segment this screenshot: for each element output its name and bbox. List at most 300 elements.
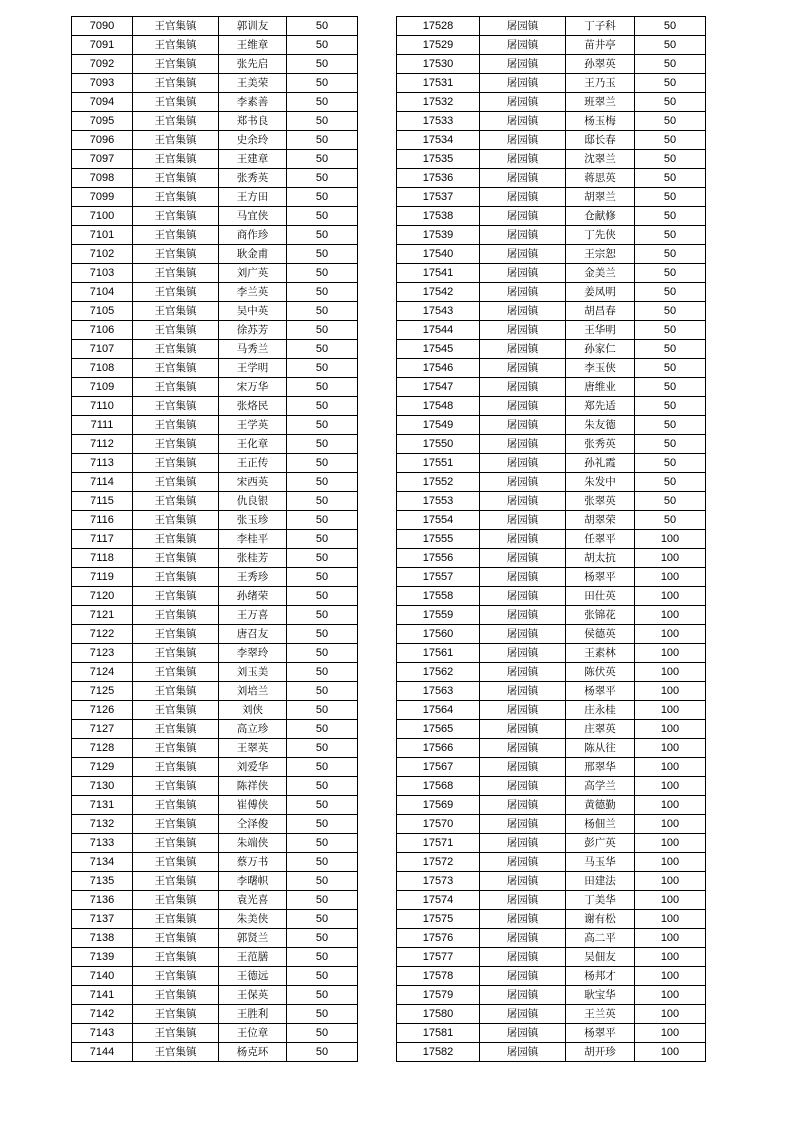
amount-cell: 100: [635, 834, 706, 853]
table-row: [397, 796, 706, 815]
amount-cell: 50: [287, 74, 358, 93]
person-name-cell: 苗井亭: [566, 36, 635, 55]
amount-cell: 100: [635, 967, 706, 986]
amount-cell: 50: [287, 758, 358, 777]
table-row: [72, 1005, 358, 1024]
person-name-cell: 田仕英: [566, 587, 635, 606]
town-name-cell: 屠园镇: [480, 283, 566, 302]
row-number-cell: 17550: [397, 435, 480, 454]
town-name-cell: 屠园镇: [480, 511, 566, 530]
amount-cell: 50: [635, 36, 706, 55]
table-row: [397, 169, 706, 188]
row-number-cell: 17552: [397, 473, 480, 492]
table-row: [397, 910, 706, 929]
town-name-cell: 王官集镇: [133, 397, 219, 416]
amount-cell: 50: [287, 796, 358, 815]
town-name-cell: 王官集镇: [133, 226, 219, 245]
town-name-cell: 屠园镇: [480, 815, 566, 834]
person-name-cell: 孙绪荣: [219, 587, 287, 606]
person-name-cell: 崔傅侠: [219, 796, 287, 815]
town-name-cell: 王官集镇: [133, 321, 219, 340]
table-row: [72, 910, 358, 929]
person-name-cell: 王正传: [219, 454, 287, 473]
town-name-cell: 屠园镇: [480, 302, 566, 321]
table-row: [397, 758, 706, 777]
person-name-cell: 王保英: [219, 986, 287, 1005]
town-name-cell: 屠园镇: [480, 606, 566, 625]
amount-cell: 50: [287, 245, 358, 264]
row-number-cell: 7109: [72, 378, 133, 397]
row-number-cell: 7100: [72, 207, 133, 226]
person-name-cell: 陈祥侠: [219, 777, 287, 796]
amount-cell: 50: [287, 473, 358, 492]
person-name-cell: 吴佃友: [566, 948, 635, 967]
town-name-cell: 王官集镇: [133, 872, 219, 891]
town-name-cell: 王官集镇: [133, 777, 219, 796]
row-number-cell: 17549: [397, 416, 480, 435]
table-row: [397, 1024, 706, 1043]
table-row: [397, 663, 706, 682]
table-row: [397, 55, 706, 74]
town-name-cell: 王官集镇: [133, 435, 219, 454]
row-number-cell: 17529: [397, 36, 480, 55]
row-number-cell: 7119: [72, 568, 133, 587]
person-name-cell: 蒋思英: [566, 169, 635, 188]
row-number-cell: 7097: [72, 150, 133, 169]
row-number-cell: 17571: [397, 834, 480, 853]
person-name-cell: 胡开珍: [566, 1043, 635, 1062]
person-name-cell: 孙家仁: [566, 340, 635, 359]
amount-cell: 100: [635, 948, 706, 967]
town-name-cell: 屠园镇: [480, 739, 566, 758]
town-name-cell: 屠园镇: [480, 1005, 566, 1024]
amount-cell: 50: [287, 1024, 358, 1043]
person-name-cell: 张桂芳: [219, 549, 287, 568]
row-number-cell: 17533: [397, 112, 480, 131]
town-name-cell: 屠园镇: [480, 150, 566, 169]
amount-cell: 50: [287, 93, 358, 112]
row-number-cell: 7128: [72, 739, 133, 758]
amount-cell: 50: [287, 606, 358, 625]
town-name-cell: 王官集镇: [133, 55, 219, 74]
person-name-cell: 丁先侠: [566, 226, 635, 245]
amount-cell: 50: [287, 853, 358, 872]
town-name-cell: 屠园镇: [480, 397, 566, 416]
amount-cell: 50: [287, 587, 358, 606]
row-number-cell: 17535: [397, 150, 480, 169]
person-name-cell: 耿金甫: [219, 245, 287, 264]
person-name-cell: 高立珍: [219, 720, 287, 739]
row-number-cell: 17557: [397, 568, 480, 587]
row-number-cell: 17556: [397, 549, 480, 568]
row-number-cell: 17562: [397, 663, 480, 682]
amount-cell: 50: [635, 321, 706, 340]
amount-cell: 50: [287, 492, 358, 511]
town-name-cell: 屠园镇: [480, 55, 566, 74]
town-name-cell: 王官集镇: [133, 473, 219, 492]
person-name-cell: 王秀珍: [219, 568, 287, 587]
row-number-cell: 7093: [72, 74, 133, 93]
row-number-cell: 7110: [72, 397, 133, 416]
table-row: [72, 492, 358, 511]
town-name-cell: 王官集镇: [133, 720, 219, 739]
row-number-cell: 17574: [397, 891, 480, 910]
amount-cell: 50: [287, 948, 358, 967]
row-number-cell: 7123: [72, 644, 133, 663]
row-number-cell: 17530: [397, 55, 480, 74]
town-name-cell: 屠园镇: [480, 36, 566, 55]
amount-cell: 50: [635, 17, 706, 36]
table-row: [72, 758, 358, 777]
row-number-cell: 7121: [72, 606, 133, 625]
row-number-cell: 17542: [397, 283, 480, 302]
town-name-cell: 屠园镇: [480, 967, 566, 986]
row-number-cell: 17534: [397, 131, 480, 150]
table-row: [397, 986, 706, 1005]
row-number-cell: 17528: [397, 17, 480, 36]
row-number-cell: 17541: [397, 264, 480, 283]
row-number-cell: 7117: [72, 530, 133, 549]
table-row: [72, 283, 358, 302]
table-row: [397, 644, 706, 663]
row-number-cell: 7127: [72, 720, 133, 739]
row-number-cell: 7137: [72, 910, 133, 929]
person-name-cell: 任翠平: [566, 530, 635, 549]
table-row: [72, 245, 358, 264]
person-name-cell: 袁光喜: [219, 891, 287, 910]
table-row: [72, 929, 358, 948]
person-name-cell: 孙礼霞: [566, 454, 635, 473]
amount-cell: 50: [287, 891, 358, 910]
row-number-cell: 7134: [72, 853, 133, 872]
person-name-cell: 王德远: [219, 967, 287, 986]
person-name-cell: 朱友德: [566, 416, 635, 435]
row-number-cell: 17564: [397, 701, 480, 720]
town-name-cell: 王官集镇: [133, 967, 219, 986]
table-row: [397, 131, 706, 150]
table-row: [72, 93, 358, 112]
town-name-cell: 屠园镇: [480, 549, 566, 568]
amount-cell: 100: [635, 910, 706, 929]
table-row: [397, 1043, 706, 1062]
town-name-cell: 屠园镇: [480, 758, 566, 777]
person-name-cell: 邢翠华: [566, 758, 635, 777]
amount-cell: 50: [287, 625, 358, 644]
amount-cell: 50: [287, 967, 358, 986]
row-number-cell: 7105: [72, 302, 133, 321]
amount-cell: 50: [287, 36, 358, 55]
town-name-cell: 屠园镇: [480, 834, 566, 853]
row-number-cell: 7138: [72, 929, 133, 948]
town-name-cell: 王官集镇: [133, 169, 219, 188]
town-name-cell: 王官集镇: [133, 359, 219, 378]
town-name-cell: 王官集镇: [133, 378, 219, 397]
row-number-cell: 7142: [72, 1005, 133, 1024]
row-number-cell: 17582: [397, 1043, 480, 1062]
table-row: [72, 777, 358, 796]
person-name-cell: 宋西英: [219, 473, 287, 492]
row-number-cell: 7103: [72, 264, 133, 283]
row-number-cell: 7116: [72, 511, 133, 530]
person-name-cell: 王维章: [219, 36, 287, 55]
amount-cell: 100: [635, 1043, 706, 1062]
row-number-cell: 17578: [397, 967, 480, 986]
town-name-cell: 王官集镇: [133, 834, 219, 853]
amount-cell: 50: [287, 435, 358, 454]
town-name-cell: 王官集镇: [133, 663, 219, 682]
town-name-cell: 王官集镇: [133, 245, 219, 264]
person-name-cell: 李翠玲: [219, 644, 287, 663]
amount-cell: 50: [287, 644, 358, 663]
town-name-cell: 屠园镇: [480, 891, 566, 910]
town-name-cell: 屠园镇: [480, 321, 566, 340]
town-name-cell: 王官集镇: [133, 511, 219, 530]
town-name-cell: 屠园镇: [480, 492, 566, 511]
person-name-cell: 商作珍: [219, 226, 287, 245]
person-name-cell: 史余玲: [219, 131, 287, 150]
person-name-cell: 胡昌春: [566, 302, 635, 321]
table-row: [397, 587, 706, 606]
row-number-cell: 17540: [397, 245, 480, 264]
person-name-cell: 姜凤明: [566, 283, 635, 302]
table-row: [397, 967, 706, 986]
row-number-cell: 17576: [397, 929, 480, 948]
person-name-cell: 仝泽俊: [219, 815, 287, 834]
row-number-cell: 17551: [397, 454, 480, 473]
amount-cell: 100: [635, 1005, 706, 1024]
amount-cell: 50: [635, 283, 706, 302]
table-row: [72, 131, 358, 150]
right-table-body: [397, 17, 706, 1062]
amount-cell: 50: [287, 1043, 358, 1062]
town-name-cell: 屠园镇: [480, 188, 566, 207]
table-row: [397, 359, 706, 378]
person-name-cell: 丁子科: [566, 17, 635, 36]
town-name-cell: 王官集镇: [133, 74, 219, 93]
town-name-cell: 王官集镇: [133, 910, 219, 929]
amount-cell: 50: [635, 55, 706, 74]
town-name-cell: 王官集镇: [133, 948, 219, 967]
person-name-cell: 邸长春: [566, 131, 635, 150]
town-name-cell: 屠园镇: [480, 473, 566, 492]
town-name-cell: 屠园镇: [480, 17, 566, 36]
table-row: [72, 264, 358, 283]
town-name-cell: 屠园镇: [480, 587, 566, 606]
town-name-cell: 屠园镇: [480, 454, 566, 473]
row-number-cell: 7115: [72, 492, 133, 511]
person-name-cell: 王方田: [219, 188, 287, 207]
town-name-cell: 王官集镇: [133, 815, 219, 834]
person-name-cell: 郑先适: [566, 397, 635, 416]
table-row: [72, 587, 358, 606]
table-row: [72, 169, 358, 188]
table-row: [397, 720, 706, 739]
table-row: [72, 302, 358, 321]
table-row: [72, 1043, 358, 1062]
person-name-cell: 王胜利: [219, 1005, 287, 1024]
row-number-cell: 17560: [397, 625, 480, 644]
amount-cell: 50: [287, 131, 358, 150]
amount-cell: 50: [635, 340, 706, 359]
person-name-cell: 金美兰: [566, 264, 635, 283]
town-name-cell: 屠园镇: [480, 207, 566, 226]
table-row: [397, 606, 706, 625]
row-number-cell: 7098: [72, 169, 133, 188]
table-row: [397, 264, 706, 283]
person-name-cell: 徐苏芳: [219, 321, 287, 340]
person-name-cell: 王宗恕: [566, 245, 635, 264]
person-name-cell: 王建章: [219, 150, 287, 169]
town-name-cell: 屠园镇: [480, 929, 566, 948]
town-name-cell: 王官集镇: [133, 796, 219, 815]
table-row: [397, 245, 706, 264]
town-name-cell: 屠园镇: [480, 910, 566, 929]
amount-cell: 50: [635, 511, 706, 530]
town-name-cell: 屠园镇: [480, 131, 566, 150]
person-name-cell: 刘培兰: [219, 682, 287, 701]
table-row: [72, 682, 358, 701]
table-row: [397, 625, 706, 644]
town-name-cell: 屠园镇: [480, 644, 566, 663]
table-row: [72, 188, 358, 207]
person-name-cell: 唐维业: [566, 378, 635, 397]
row-number-cell: 7091: [72, 36, 133, 55]
amount-cell: 50: [287, 511, 358, 530]
person-name-cell: 王范膳: [219, 948, 287, 967]
row-number-cell: 7096: [72, 131, 133, 150]
table-row: [72, 112, 358, 131]
table-row: [72, 796, 358, 815]
person-name-cell: 马秀兰: [219, 340, 287, 359]
table-row: [397, 340, 706, 359]
row-number-cell: 17532: [397, 93, 480, 112]
table-row: [72, 568, 358, 587]
town-name-cell: 王官集镇: [133, 587, 219, 606]
row-number-cell: 7136: [72, 891, 133, 910]
row-number-cell: 7131: [72, 796, 133, 815]
amount-cell: 50: [635, 359, 706, 378]
amount-cell: 50: [287, 777, 358, 796]
row-number-cell: 17561: [397, 644, 480, 663]
amount-cell: 50: [287, 150, 358, 169]
amount-cell: 50: [287, 378, 358, 397]
town-name-cell: 王官集镇: [133, 207, 219, 226]
amount-cell: 50: [635, 245, 706, 264]
table-row: [397, 777, 706, 796]
person-name-cell: 王翠英: [219, 739, 287, 758]
row-number-cell: 7112: [72, 435, 133, 454]
table-row: [397, 302, 706, 321]
person-name-cell: 李素善: [219, 93, 287, 112]
amount-cell: 100: [635, 929, 706, 948]
town-name-cell: 屠园镇: [480, 663, 566, 682]
person-name-cell: 马玉华: [566, 853, 635, 872]
row-number-cell: 17555: [397, 530, 480, 549]
town-name-cell: 屠园镇: [480, 93, 566, 112]
row-number-cell: 7129: [72, 758, 133, 777]
amount-cell: 50: [635, 131, 706, 150]
town-name-cell: 屠园镇: [480, 378, 566, 397]
person-name-cell: 宋万华: [219, 378, 287, 397]
row-number-cell: 7092: [72, 55, 133, 74]
person-name-cell: 张秀英: [566, 435, 635, 454]
table-row: [72, 150, 358, 169]
table-row: [72, 891, 358, 910]
person-name-cell: 刘玉美: [219, 663, 287, 682]
person-name-cell: 李玉侠: [566, 359, 635, 378]
amount-cell: 50: [635, 112, 706, 131]
table-row: [72, 1024, 358, 1043]
amount-cell: 50: [287, 359, 358, 378]
person-name-cell: 仓献修: [566, 207, 635, 226]
row-number-cell: 17575: [397, 910, 480, 929]
row-number-cell: 7139: [72, 948, 133, 967]
row-number-cell: 7126: [72, 701, 133, 720]
table-row: [72, 644, 358, 663]
town-name-cell: 屠园镇: [480, 530, 566, 549]
table-row: [72, 55, 358, 74]
amount-cell: 50: [287, 834, 358, 853]
town-name-cell: 王官集镇: [133, 682, 219, 701]
amount-cell: 50: [635, 264, 706, 283]
person-name-cell: 高学兰: [566, 777, 635, 796]
table-row: [397, 891, 706, 910]
town-name-cell: 屠园镇: [480, 1024, 566, 1043]
table-row: [397, 1005, 706, 1024]
town-name-cell: 王官集镇: [133, 891, 219, 910]
row-number-cell: 17563: [397, 682, 480, 701]
person-name-cell: 李桂平: [219, 530, 287, 549]
person-name-cell: 杨玉梅: [566, 112, 635, 131]
row-number-cell: 7090: [72, 17, 133, 36]
amount-cell: 50: [287, 701, 358, 720]
person-name-cell: 张锦花: [566, 606, 635, 625]
row-number-cell: 17569: [397, 796, 480, 815]
row-number-cell: 7095: [72, 112, 133, 131]
amount-cell: 50: [287, 55, 358, 74]
town-name-cell: 屠园镇: [480, 245, 566, 264]
person-name-cell: 刘广英: [219, 264, 287, 283]
town-name-cell: 王官集镇: [133, 701, 219, 720]
amount-cell: 50: [287, 682, 358, 701]
row-number-cell: 17531: [397, 74, 480, 93]
amount-cell: 100: [635, 530, 706, 549]
table-row: [72, 207, 358, 226]
table-row: [72, 74, 358, 93]
amount-cell: 100: [635, 701, 706, 720]
table-row: [397, 473, 706, 492]
town-name-cell: 王官集镇: [133, 568, 219, 587]
town-name-cell: 王官集镇: [133, 549, 219, 568]
person-name-cell: 庄永桂: [566, 701, 635, 720]
row-number-cell: 17579: [397, 986, 480, 1005]
person-name-cell: 陈伏英: [566, 663, 635, 682]
amount-cell: 100: [635, 625, 706, 644]
table-row: [397, 416, 706, 435]
town-name-cell: 王官集镇: [133, 929, 219, 948]
table-row: [72, 625, 358, 644]
amount-cell: 50: [635, 378, 706, 397]
table-row: [397, 948, 706, 967]
person-name-cell: 杨佃兰: [566, 815, 635, 834]
table-row: [397, 739, 706, 758]
town-name-cell: 王官集镇: [133, 188, 219, 207]
person-name-cell: 胡翠荣: [566, 511, 635, 530]
row-number-cell: 7094: [72, 93, 133, 112]
row-number-cell: 17553: [397, 492, 480, 511]
town-name-cell: 王官集镇: [133, 625, 219, 644]
table-row: [72, 17, 358, 36]
